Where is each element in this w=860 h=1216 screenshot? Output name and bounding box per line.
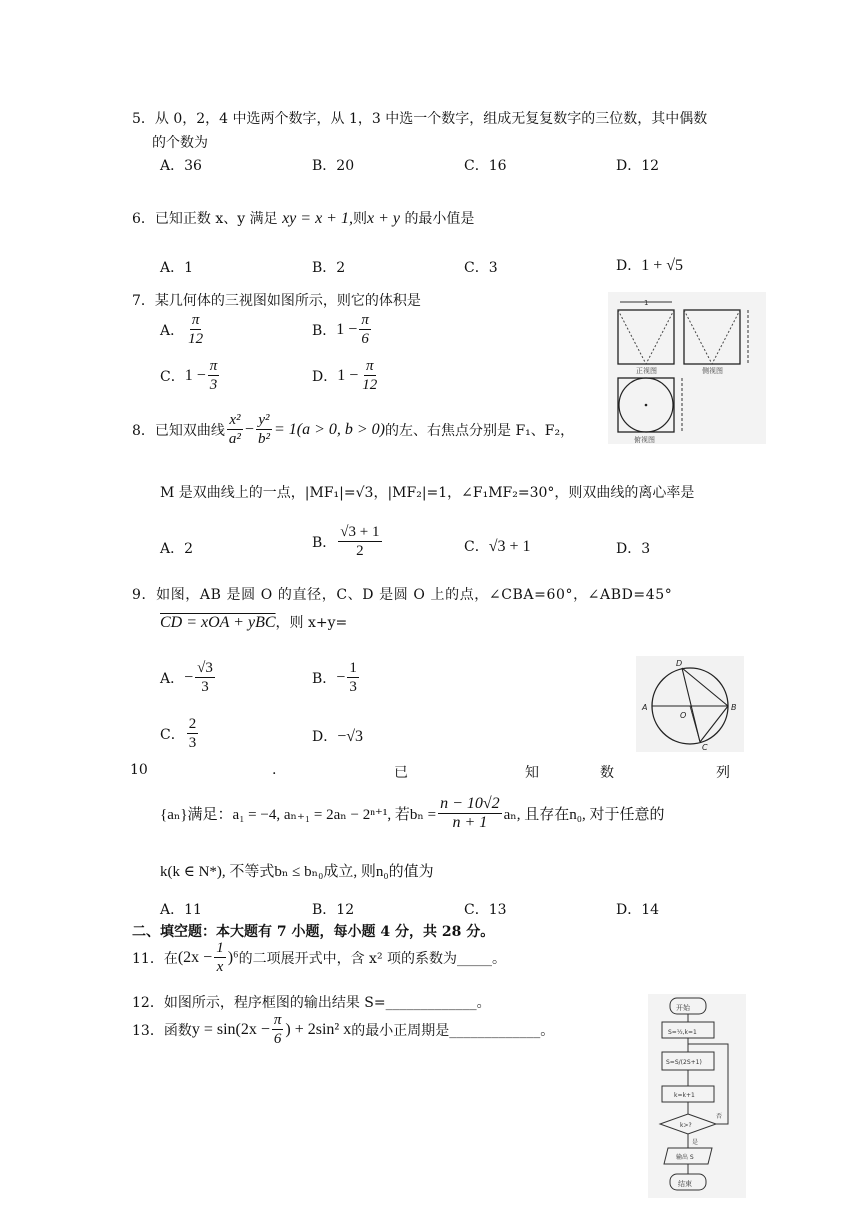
fig-point-a: A (642, 703, 648, 712)
q10-line2-b: aₙ, 且存在n₀, 对于任意的 (503, 807, 665, 823)
frac-numerator: n − 10√2 (440, 795, 500, 812)
q8-option-c-math: √3 + 1 (488, 538, 531, 555)
q6-mid: 则 (352, 211, 367, 227)
q6-option-d (616, 255, 683, 275)
flow-end-label: 结束 (678, 1180, 692, 1188)
q5-option-c: C．16 (464, 158, 507, 174)
fig-dim-label: 1 (644, 299, 649, 307)
q9-option-a-label: A． (160, 670, 185, 687)
q6-math2: x + y (366, 210, 400, 227)
q11-post: 的二项展开式中，含 x² 项的系数为_____。 (238, 950, 507, 967)
q7-option-c-pre: 1 − (184, 366, 206, 384)
q9-option-b (312, 660, 361, 695)
flow-start-label: 开始 (676, 1004, 690, 1012)
fig-point-c: C (702, 743, 708, 752)
q10-stem-line2 (160, 796, 665, 831)
flow-assign-label: S=S/(2S+1) (666, 1059, 702, 1066)
q7-option-d-label: D． (312, 368, 338, 385)
q9-option-d (312, 726, 363, 746)
q9-option-c-label: C． (160, 726, 185, 743)
q10-word-1: 10 (130, 762, 148, 778)
q6-option-a: A．1 (160, 260, 194, 276)
q8-option-a: A．2 (160, 541, 194, 557)
q7-stem: 7．某几何体的三视图如图所示，则它的体积是 (132, 293, 421, 309)
frac-denominator: 12 (362, 377, 378, 393)
q11-expr-b: )⁶ (227, 948, 239, 966)
q5-stem-line1: 5．从 0，2，4 中选两个数字，从 1，3 中选一个数字，组成无复复数字的三位数，其中偶数 (132, 111, 708, 127)
q10-option-b: B．12 (312, 902, 355, 918)
q8-minus: − (244, 420, 254, 438)
q8-frac-y (256, 412, 272, 447)
flow-yes-label: 是 (692, 1139, 699, 1146)
q9-option-d-math: −√3 (337, 728, 364, 745)
q8-cond: = 1(a > 0, b > 0) (273, 420, 385, 438)
q9-stem-line2 (160, 612, 347, 632)
q13-frac (272, 1012, 284, 1047)
q9-option-a-frac (195, 660, 215, 695)
q8-post: 的左、右焦点分别是 F₁、F₂， (385, 422, 575, 439)
q6-math: xy = x + 1, (282, 210, 353, 227)
q7-option-d (312, 358, 381, 393)
q7-option-a-frac (186, 312, 205, 347)
q13-expr-a: y = sin(2x − (191, 1020, 270, 1038)
q10-word-5: 数 (600, 765, 614, 781)
q7-option-c (160, 358, 221, 393)
fig-point-b: B (731, 703, 737, 712)
frac-numerator: π (209, 358, 218, 374)
q10-option-a: A．11 (160, 902, 202, 918)
q8-pre: 8．已知双曲线 (132, 422, 225, 439)
q8-option-b (312, 524, 384, 559)
circle-figure (636, 656, 744, 752)
q10-word-4: 知 (525, 765, 539, 781)
frac-numerator: √3 (197, 660, 213, 676)
q7-option-a-label: A． (160, 322, 185, 339)
q9-vector-equation: CD = xOA + yBC (160, 614, 276, 631)
q7-option-b (312, 312, 373, 347)
frac-denominator: 3 (349, 679, 357, 695)
frac-numerator: π (361, 312, 369, 328)
q5-stem-line2: 的个数为 (152, 135, 208, 151)
q8-option-c-label: C． (464, 539, 489, 555)
frac-numerator: y² (258, 412, 270, 428)
q5-option-b: B．20 (312, 158, 355, 174)
q6-option-b: B．2 (312, 260, 346, 276)
frac-denominator: 3 (188, 735, 197, 751)
q5-option-d: D．12 (616, 158, 660, 174)
q8-stem-line1 (132, 412, 574, 447)
frac-numerator: π (366, 358, 374, 374)
frac-denominator: 3 (209, 377, 218, 393)
q8-option-b-frac (338, 524, 381, 559)
q12-stem: 12．如图所示，程序框图的输出结果 S=_____________。 (132, 995, 491, 1011)
q10-word-2: . (272, 762, 277, 778)
q7-option-b-label: B． (312, 322, 337, 339)
frac-numerator: x² (229, 412, 241, 428)
q9-option-b-pre: − (336, 668, 346, 686)
q10-word-6: 列 (716, 765, 730, 781)
fig-point-d: D (676, 659, 683, 668)
q10-option-d: D．14 (616, 902, 660, 918)
q13-expr-b: ) + 2sin² x (285, 1020, 352, 1038)
frac-denominator: n + 1 (452, 814, 488, 831)
frac-denominator: 6 (273, 1031, 282, 1047)
flow-inc-label: k=k+1 (674, 1092, 695, 1099)
frac-numerator: 1 (216, 940, 224, 956)
q9-option-d-label: D． (312, 729, 338, 745)
q6-option-d-math: 1 + √5 (641, 257, 684, 274)
q8-frac-x (227, 412, 243, 447)
q7-option-b-pre: 1 − (336, 320, 358, 338)
frac-denominator: a² (228, 431, 241, 447)
q8-option-c (464, 536, 531, 556)
fig-top-label: 俯视图 (634, 436, 655, 444)
frac-denominator: b² (257, 431, 270, 447)
q7-option-a (160, 312, 207, 347)
frac-numerator: π (273, 1012, 282, 1028)
flow-init-label: S=½,k=1 (668, 1029, 697, 1036)
q13-post: 的最小正周期是_____________。 (351, 1022, 555, 1039)
q9-vec-post: ，则 x+y= (275, 615, 348, 631)
q13-pre: 13．函数 (132, 1022, 192, 1039)
q7-option-b-frac (359, 312, 371, 347)
frac-denominator: x (216, 959, 224, 975)
q7-option-c-frac (208, 358, 220, 393)
flow-no-label: 否 (716, 1113, 723, 1120)
flow-cond-label: k>? (680, 1122, 692, 1129)
q10-line2-a: {aₙ}满足：a₁ = −4, aₙ₊₁ = 2aₙ − 2ⁿ⁺¹, 若bₙ = (160, 807, 437, 823)
q5-option-a: A．36 (160, 158, 202, 174)
q9-option-c-frac (187, 716, 199, 751)
frac-denominator: 12 (188, 331, 204, 347)
q6-option-c: C．3 (464, 260, 498, 276)
q10-word-3: 已 (394, 765, 408, 781)
q7-option-c-label: C． (160, 368, 185, 385)
q10-option-c: C．13 (464, 902, 507, 918)
three-view-figure (608, 292, 766, 444)
section-2-heading: 二、填空题：本大题有 7 小题，每小题 4 分，共 28 分。 (132, 924, 495, 940)
frac-numerator: π (191, 312, 200, 328)
q9-option-c (160, 716, 200, 751)
flow-output-label: 输出 S (676, 1154, 694, 1161)
q6-post: 的最小值是 (404, 211, 475, 227)
q11-frac (214, 940, 226, 975)
q9-stem-line1: 9．如图，AB 是圆 O 的直径，C、D 是圆 O 上的点，∠CBA=60°，∠ABD=45° (132, 587, 673, 603)
q7-option-d-frac (360, 358, 379, 393)
q9-option-b-label: B． (312, 670, 337, 687)
flowchart-figure (648, 994, 746, 1198)
q9-option-a-pre: − (184, 668, 194, 686)
fig-side-label: 侧视图 (702, 367, 723, 375)
q8-option-d: D．3 (616, 541, 651, 557)
frac-numerator: 2 (188, 716, 197, 732)
q11-pre: 11．在 (132, 950, 178, 967)
frac-denominator: 3 (201, 679, 209, 695)
q6-option-d-label: D． (616, 258, 642, 274)
q9-option-a (160, 660, 217, 695)
q13-stem (132, 1012, 554, 1047)
q6-pre: 6．已知正数 x、y 满足 (132, 211, 278, 227)
frac-denominator: 6 (361, 331, 369, 347)
q6-stem (132, 208, 474, 228)
q11-expr-a: (2x − (177, 948, 213, 966)
q7-option-d-pre: 1 − (337, 366, 359, 384)
q8-stem-line2: M 是双曲线上的一点，|MF₁|=√3，|MF₂|=1，∠F₁MF₂=30°，则双曲线的离心率是 (160, 485, 695, 501)
q11-stem (132, 940, 506, 975)
q10-stem-line3: k(k ∈ N*), 不等式bₙ ≤ bₙ₀成立, 则n₀的值为 (160, 864, 434, 880)
frac-numerator: 1 (349, 660, 357, 676)
q10-frac (438, 796, 502, 831)
frac-denominator: 2 (356, 543, 364, 559)
fig-front-label: 正视图 (636, 367, 657, 375)
q8-option-b-label: B． (312, 534, 337, 551)
frac-numerator: √3 + 1 (340, 524, 380, 540)
fig-point-o: O (680, 711, 687, 720)
q9-option-b-frac (347, 660, 359, 695)
